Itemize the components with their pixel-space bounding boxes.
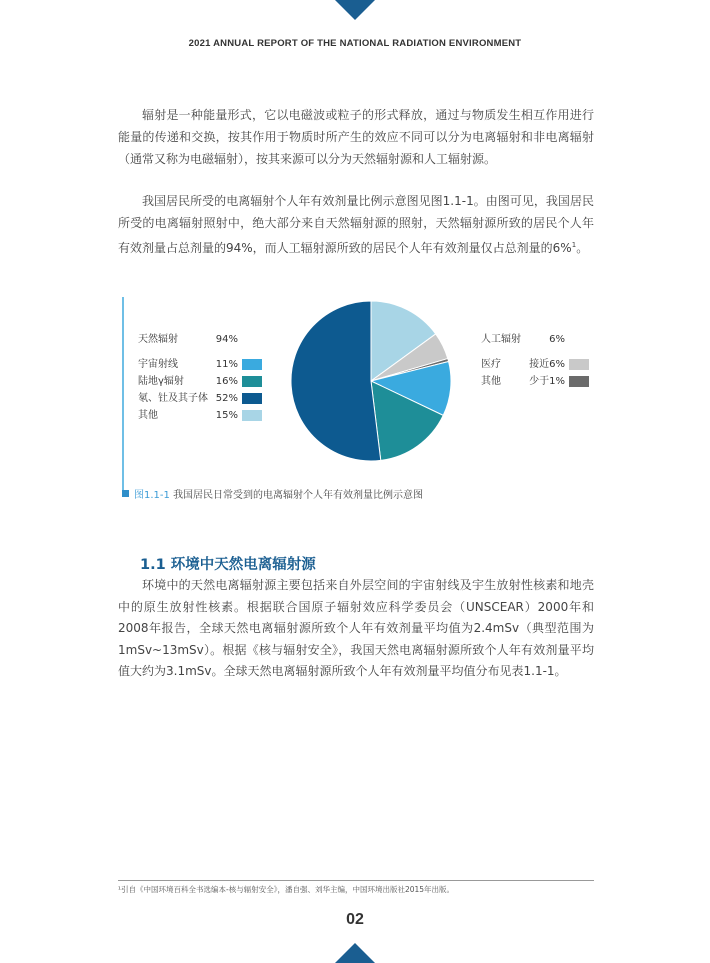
legend-group-label: 人工辐射 — [481, 334, 521, 345]
bottom-decor-triangle — [335, 943, 375, 963]
legend-swatch — [569, 376, 589, 387]
legend-item-label: 氡、钍及其子体 — [138, 393, 208, 404]
caption-number: 图1.1-1 — [134, 490, 170, 501]
legend-swatch — [569, 359, 589, 370]
legend-swatch — [242, 359, 262, 370]
legend-group-pct: 6% — [549, 334, 565, 345]
dose-pie-chart — [290, 300, 452, 462]
legend-item-pct: 接近6% — [529, 359, 565, 370]
paragraph-natural-sources: 环境中的天然电离辐射源主要包括来自外层空间的宇宙射线及宇生放射性核素和地壳中的原生放射性核素。根据联合国原子辐射效应科学委员会（UNSCEAR）2000年和2008年报告，全球天然电离辐射源所致个人年有效剂量平均值为2.4mSv（典型范围为1mSv~13mSv）。根据《核与辐射安全》，我国天然电离辐射源所致个人年有效剂量平均值大约为3.1mSv。全球天然电离辐射源所致个人年有效剂量平均值分布见表1.1-1。 — [118, 578, 594, 678]
legend-item-label: 医疗 — [481, 359, 501, 370]
footnote-divider — [118, 880, 594, 881]
footnote-ref[interactable]: 1 — [571, 241, 577, 249]
legend-item-label: 宇宙射线 — [138, 359, 178, 370]
legend-item-pct: 少于1% — [529, 376, 565, 387]
legend-item-pct: 52% — [215, 393, 238, 404]
figure-caption — [122, 486, 423, 501]
legend-group-pct: 94% — [215, 334, 238, 345]
page-number: 02 — [346, 911, 364, 928]
paragraph-dose-ratio — [118, 190, 594, 259]
section-title: 1.1 环境中天然电离辐射源 — [140, 557, 316, 573]
footnote: ¹引自《中国环境百科全书选编本-核与辐射安全》，潘自强、刘华主编，中国环境出版社2015年出版。 — [118, 885, 455, 894]
legend-swatch — [242, 393, 262, 404]
legend-natural-radiation — [138, 334, 268, 424]
pie-slice-5 — [291, 301, 381, 461]
legend-item-label: 其他 — [138, 410, 158, 421]
legend-item-pct: 11% — [215, 359, 238, 370]
caption-square-icon — [122, 490, 129, 497]
legend-group-label: 天然辐射 — [138, 334, 178, 345]
legend-item-label: 陆地γ辐射 — [138, 376, 184, 387]
caption-text: 我国居民日常受到的电离辐射个人年有效剂量比例示意图 — [173, 490, 424, 501]
paragraph-dose-ratio-end: 。 — [576, 241, 589, 255]
legend-item-label: 其他 — [481, 376, 501, 387]
legend-swatch — [242, 376, 262, 387]
legend-item-pct: 16% — [215, 376, 238, 387]
paragraph-dose-ratio-text: 我国居民所受的电离辐射个人年有效剂量比例示意图见图1.1-1。由图可见，我国居民所受的电离辐射照射中，绝大部分来自天然辐射源的照射，天然辐射源所致的居民个人年有效剂量占总剂量的94%，而人工辐射源所致的居民个人年有效剂量仅占总剂量的6% — [118, 194, 594, 255]
figure-accent-bar — [122, 297, 124, 490]
running-header: 2021 ANNUAL REPORT OF THE NATIONAL RADIATION ENVIRONMENT — [188, 38, 522, 49]
paragraph-intro: 辐射是一种能量形式，它以电磁波或粒子的形式释放，通过与物质发生相互作用进行能量的传递和交换，按其作用于物质时所产生的效应不同可以分为电离辐射和非电离辐射（通常又称为电磁辐射），按其来源可以分为天然辐射源和人工辐射源。 — [118, 108, 594, 166]
legend-swatch — [242, 410, 262, 421]
top-decor-triangle — [335, 0, 375, 20]
legend-artificial-radiation — [481, 334, 591, 394]
legend-item-pct: 15% — [215, 410, 238, 421]
